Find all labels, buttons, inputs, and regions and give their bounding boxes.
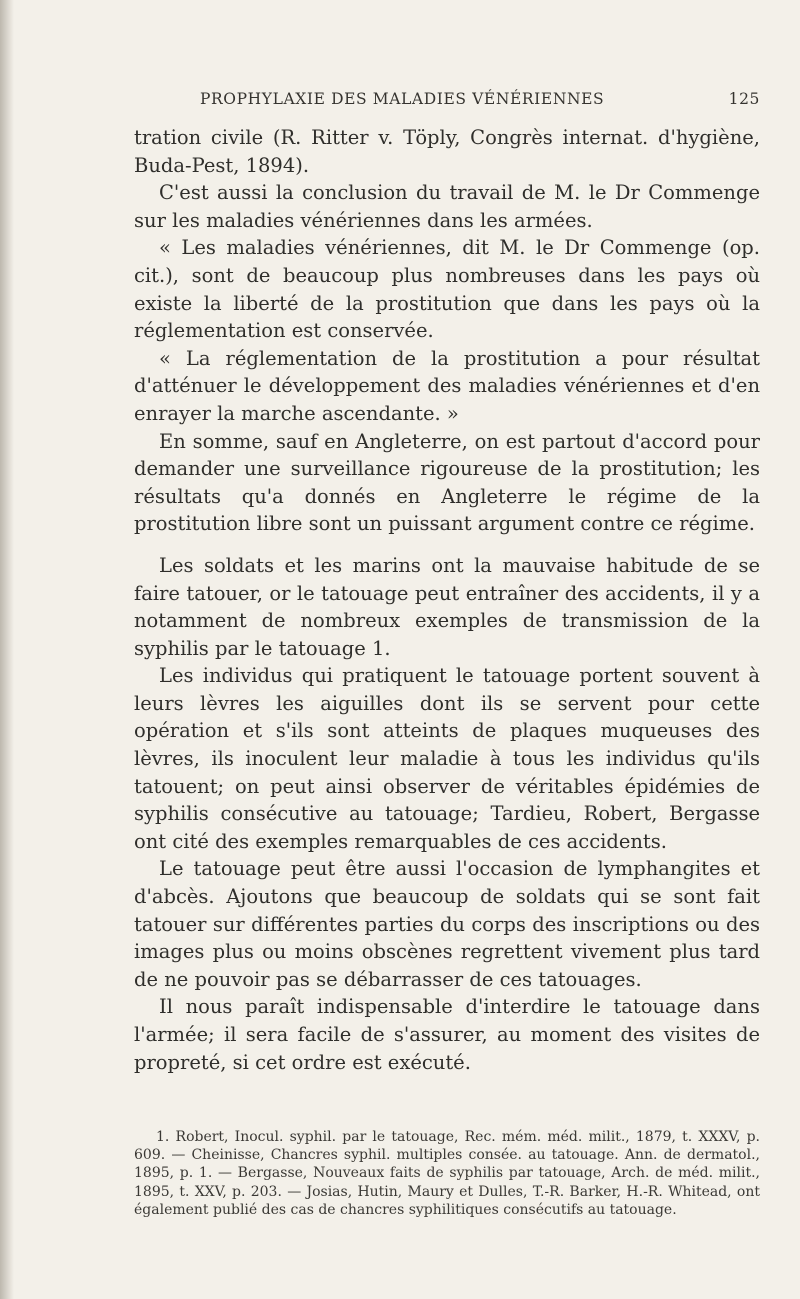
- paragraph: Le tatouage peut être aussi l'occasion de lymphangites et d'abcès. Ajoutons que beaucoup de soldats qui se sont fait tatouer sur différentes parties du corps des inscriptions ou des images plus ou moins obscènes regrettent vivement plus tard de ne pouvoir pas se débarrasser de ces tatouages.: [134, 857, 760, 991]
- paragraph: C'est aussi la conclusion du travail de M. le Dr Commenge sur les maladies vénériennes dans les armées.: [134, 181, 760, 232]
- paragraph: Les soldats et les marins ont la mauvaise habitude de se faire tatouer, or le tatouage peut entraîner des accidents, il y a notamment de nombreux exemples de transmission de la syphilis par le tatouage 1.: [134, 553, 760, 660]
- paragraph: En somme, sauf en Angleterre, on est partout d'accord pour demander une surveillance rigoureuse de la prostitution; les résultats qu'a donnés en Angleterre le régime de la prostitution libre sont un puissant argument contre ce régime.: [134, 429, 760, 536]
- paragraph: Il nous paraît indispensable d'interdire le tatouage dans l'armée; il sera facile de s'assurer, au moment des visites de propreté, si cet ordre est exécuté.: [134, 995, 760, 1074]
- paragraph: Les individus qui pratiquent le tatouage portent souvent à leurs lèvres les aiguilles dont ils se servent pour cette opération et s'ils sont atteints de plaques muqueuses des lèvres, ils inoculent leur maladie à tous les individus qu'ils tatouent; on peut ainsi observer de véritables épidémies de syphilis consécutive au tatouage; Tardieu, Robert, Bergasse ont cité des exemples remarquables de ces accidents.: [134, 664, 760, 853]
- footnote-block: [134, 1128, 760, 1219]
- paragraph: « La réglementation de la prostitution a pour résultat d'atténuer le développement des maladies vénériennes et d'en enrayer la marche ascendante. »: [134, 346, 760, 425]
- main-text: [134, 124, 760, 1076]
- paragraph: « Les maladies vénériennes, dit M. le Dr Commenge (op. cit.), sont de beaucoup plus nombreuses dans les pays où existe la liberté de la prostitution que dans les pays où la réglementation est conservée.: [134, 236, 760, 343]
- page-number: 125: [728, 90, 760, 108]
- page-gutter-shadow: [0, 0, 14, 1299]
- paragraph: tration civile (R. Ritter v. Töply, Congrès internat. d'hygiène, Buda-Pest, 1894).: [134, 126, 760, 177]
- running-title: PROPHYLAXIE DES MALADIES VÉNÉRIENNES: [200, 90, 605, 108]
- footnote: 1. Robert, Inocul. syphil. par le tatouage, Rec. mém. méd. milit., 1879, t. XXXV, p. 609. — Cheinisse, Chancres syphil. multiples consée. au tatouage. Ann. de dermatol., 1895, p. 1. — Bergasse, Nouveaux faits de syphilis par tatouage, Arch. de méd. milit., 1895, t. XXV, p. 203. — Josias, Hutin, Maury et Dulles, T.-R. Barker, H.-R. Whitead, ont également publié des cas de chancres syphilitiques consécutifs au tatouage.: [134, 1129, 760, 1218]
